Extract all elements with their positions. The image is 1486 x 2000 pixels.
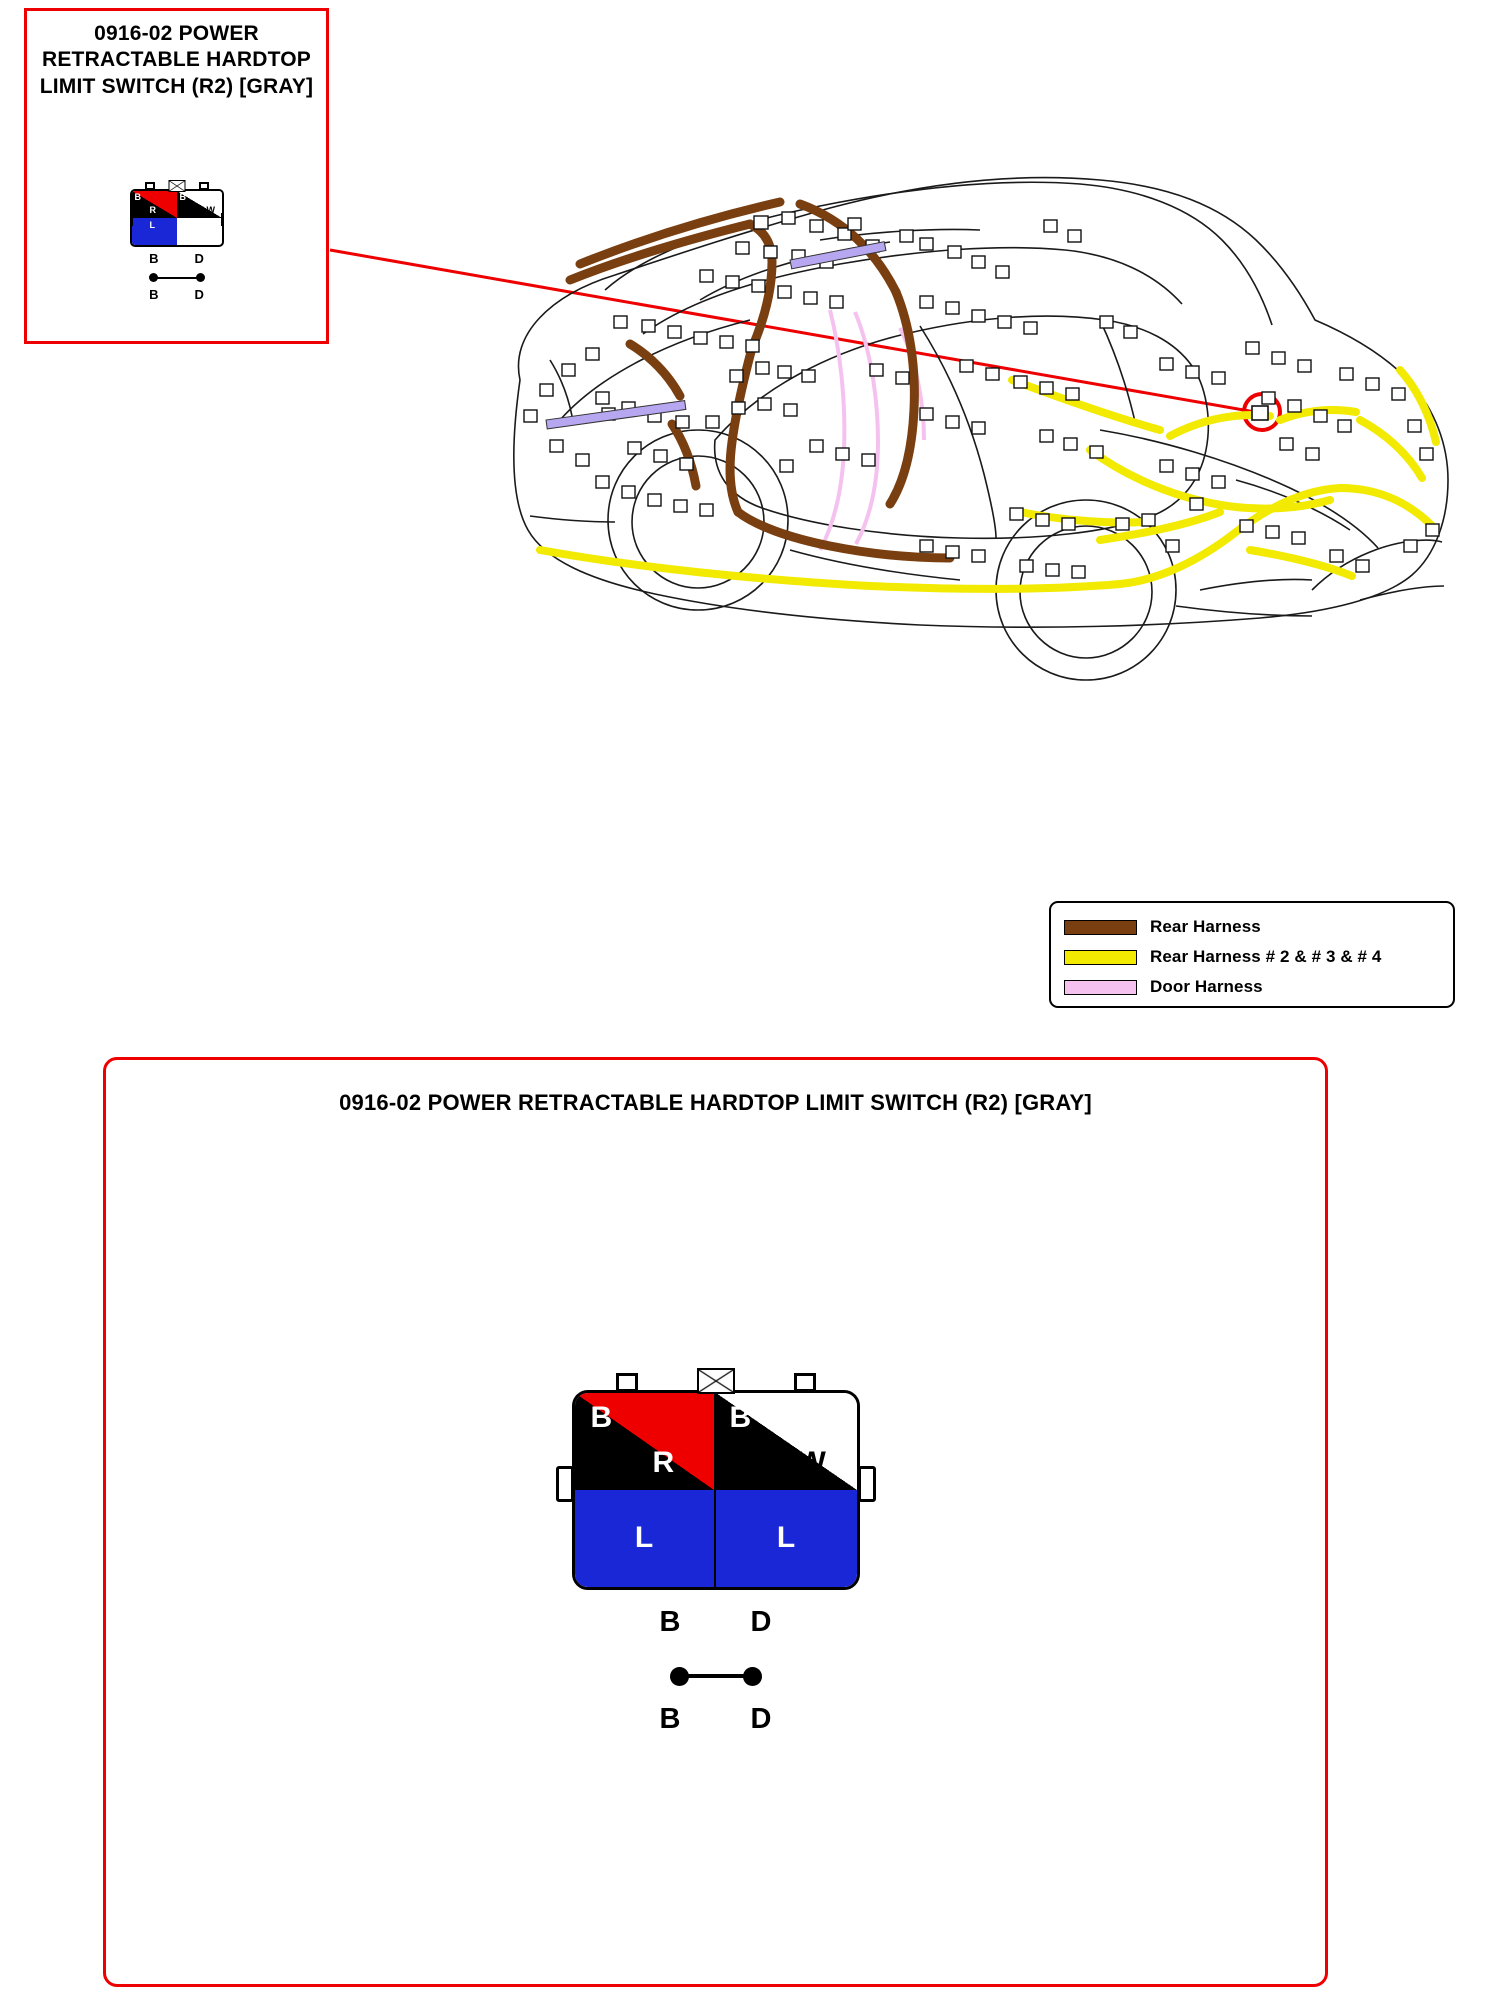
callout-connector-diagram	[117, 189, 237, 302]
callout-lock-icon	[168, 180, 185, 192]
callout-cell-top-right	[177, 191, 222, 218]
detail-pin-row	[516, 1606, 916, 1639]
callout-switch-dot-right	[196, 273, 205, 282]
detail-panel-title: 0916-02 POWER RETRACTABLE HARDTOP LIMIT SWITCH (R2) [GRAY]	[339, 1090, 1092, 1115]
detail-switch-symbol	[616, 1661, 816, 1691]
detail-cell-bottom-right-label: L	[776, 1521, 796, 1554]
detail-switch-pin-label-b: B	[659, 1703, 681, 1735]
detail-switch-pin-label-d: D	[750, 1703, 772, 1735]
detail-switch-dot-right	[743, 1667, 762, 1686]
detail-cell-top-right-label: B	[729, 1401, 752, 1434]
detail-connector-diagram	[516, 1390, 916, 1736]
detail-switch-dot-left	[670, 1667, 689, 1686]
callout-pin-label-b: B	[149, 251, 159, 266]
callout-box	[24, 8, 329, 344]
connector-detail-panel	[103, 1057, 1328, 1987]
detail-tab-right-icon	[858, 1466, 876, 1502]
callout-connector-body	[130, 189, 224, 247]
detail-lock-icon	[697, 1368, 735, 1394]
callout-tab-top-left-icon	[145, 182, 155, 190]
detail-cell-bottom-left-label: L	[634, 1521, 654, 1554]
detail-cell-bottom-left	[575, 1490, 716, 1587]
callout-cell-top-left-label: B	[134, 192, 141, 202]
detail-switch-pin-row	[516, 1703, 916, 1736]
legend-row	[1051, 972, 1453, 1002]
legend-swatch-rear-harness	[1064, 920, 1137, 935]
detail-cell-top-left-secondary: R	[652, 1446, 675, 1479]
detail-tab-top-left-icon	[616, 1373, 638, 1392]
detail-pin-label-b: B	[659, 1606, 681, 1638]
detail-pin-label-d: D	[750, 1606, 772, 1638]
legend-row	[1051, 912, 1453, 942]
detail-tab-left-icon	[556, 1466, 574, 1502]
legend-row	[1051, 942, 1453, 972]
callout-cell-top-left-secondary: R	[149, 205, 156, 215]
callout-pin-label-d: D	[194, 251, 204, 266]
detail-cell-top-right-secondary: W	[797, 1446, 826, 1479]
callout-pin-row	[117, 251, 237, 266]
callout-cell-top-right-secondary: W	[206, 205, 215, 215]
callout-switch-symbol	[142, 271, 212, 285]
callout-switch-bar	[153, 277, 201, 279]
callout-switch-dot-left	[149, 273, 158, 282]
callout-cell-bottom-left	[132, 218, 177, 245]
detail-cell-top-left	[575, 1393, 716, 1490]
callout-title: 0916-02 POWER RETRACTABLE HARDTOP LIMIT SWITCH (R2) [GRAY]	[39, 22, 314, 98]
callout-switch-pin-row	[117, 287, 237, 302]
callout-tab-right-icon	[221, 213, 224, 226]
legend-label-door-harness: Door Harness	[1150, 977, 1263, 996]
callout-tab-top-right-icon	[199, 182, 209, 190]
detail-cell-top-left-label: B	[590, 1401, 613, 1434]
detail-cell-top-right	[716, 1393, 857, 1490]
callout-cell-bottom-right	[177, 245, 222, 247]
detail-cell-bottom-right	[716, 1490, 857, 1587]
vehicle-harness-svg	[400, 120, 1470, 820]
legend-swatch-door-harness	[1064, 980, 1137, 995]
vehicle-harness-illustration	[400, 120, 1470, 820]
callout-cell-top-left	[132, 191, 177, 218]
harness-legend	[1049, 901, 1455, 1008]
detail-connector-body	[572, 1390, 860, 1590]
legend-label-rear-harness-234: Rear Harness # 2 & # 3 & # 4	[1150, 947, 1382, 966]
legend-label-rear-harness: Rear Harness	[1150, 917, 1261, 936]
callout-switch-pin-label-b: B	[149, 287, 159, 302]
callout-cell-top-right-label: B	[179, 192, 186, 202]
legend-swatch-rear-harness-234	[1064, 950, 1137, 965]
callout-tab-left-icon	[130, 213, 133, 226]
callout-switch-pin-label-d: D	[194, 287, 204, 302]
callout-cell-bottom-left-label: L	[149, 220, 155, 230]
detail-tab-top-right-icon	[794, 1373, 816, 1392]
target-connector-marker	[1252, 406, 1268, 420]
